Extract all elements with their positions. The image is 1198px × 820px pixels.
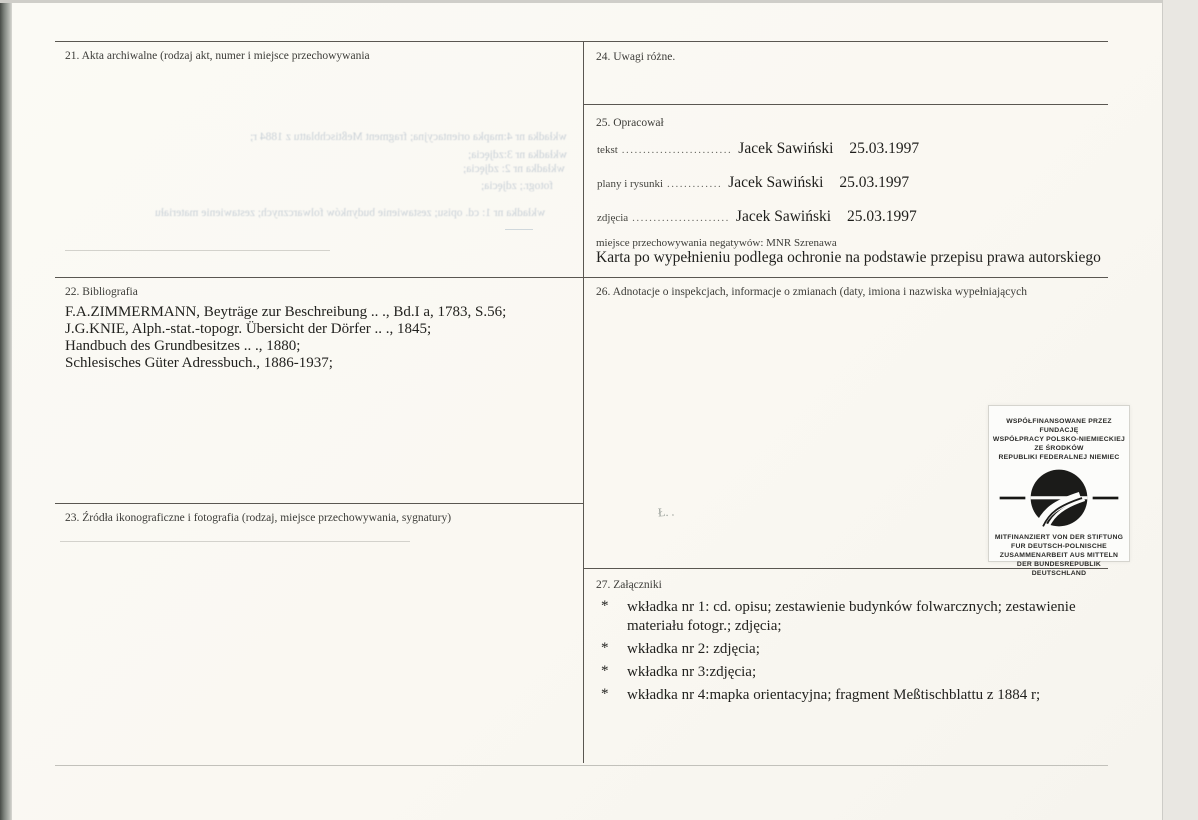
author-row-plans xyxy=(597,174,909,192)
stamp-text-line: DER BUNDESREPUBLIK DEUTSCHLAND xyxy=(1016,561,1102,577)
asterisk-bullet-icon: * xyxy=(601,663,609,679)
bleedthrough-text: fotogr.; zdjęcia; xyxy=(480,180,553,192)
bibliography-entries xyxy=(65,304,506,372)
scan-edge-left xyxy=(0,0,12,820)
author-row-photos xyxy=(597,208,917,226)
row-caption: plany i rysunki xyxy=(597,178,663,190)
faint-rule-section23 xyxy=(60,541,410,542)
field-27-label: 27. Załączniki xyxy=(596,579,662,591)
bibliography-entry: Schlesisches Güter Adressbuch., 1886-1937; xyxy=(65,355,333,371)
stamp-text-line: FUR DEUTSCH-POLNISCHE xyxy=(1011,543,1107,550)
bibliography-entry: Handbuch des Grundbesitzes .. ., 1880; xyxy=(65,338,301,354)
author-name: Jacek Sawiński xyxy=(728,174,824,191)
dotted-leader: .......................... xyxy=(621,144,733,156)
attachment-text: wkładka nr 4:mapka orientacyjna; fragment Meßtischblattu z 1884 r; xyxy=(627,687,1041,703)
bleedthrough-text: wkładka nr 1: cd. opisu; zestawienie budynków folwarcznych; zestawienie materiału xyxy=(154,207,545,219)
asterisk-bullet-icon: * xyxy=(601,640,609,656)
faint-rule-section21 xyxy=(65,250,330,251)
stamp-text-line: MITFINANZIERT VON DER STIFTUNG xyxy=(994,534,1124,541)
asterisk-bullet-icon: * xyxy=(601,686,609,702)
field-26-label: 26. Adnotacje o inspekcjach, informacje o zmianach (daty, imiona i nazwiska wypełniających xyxy=(596,286,1027,298)
row-caption: tekst xyxy=(597,144,618,156)
bleedthrough-mark xyxy=(505,229,533,230)
attachment-item xyxy=(598,686,1103,705)
bibliography-entry: F.A.ZIMMERMANN, Beyträge zur Beschreibung .. ., Bd.I a, 1783, S.56; xyxy=(65,304,507,320)
funding-stamp xyxy=(988,405,1130,577)
attachment-text: wkładka nr 1: cd. opisu; zestawienie budynków folwarcznych; zestawienie materiału fotogr.; zdjęcia; xyxy=(627,599,1076,634)
attachment-text: wkładka nr 2: zdjęcia; xyxy=(627,641,760,657)
rule-mid xyxy=(55,277,1108,278)
field-24-label: 24. Uwagi różne. xyxy=(596,51,676,63)
author-date: 25.03.1997 xyxy=(839,174,910,191)
attachment-item xyxy=(598,598,1103,636)
copyright-note: Karta po wypełnieniu podlega ochronie na podstawie przepisu prawa autorskiego xyxy=(596,249,1101,266)
rule-under-section22 xyxy=(55,503,583,504)
table-top-rule xyxy=(55,41,1108,42)
author-date: 25.03.1997 xyxy=(849,140,920,157)
bridge-circle-logo-icon xyxy=(997,467,1121,529)
attachment-item xyxy=(598,640,1103,659)
column-divider-rule xyxy=(583,41,584,763)
stamp-text-line: ZE ŚRODKÓW xyxy=(1034,445,1084,452)
scan-edge-right xyxy=(1162,0,1198,820)
attachment-text: wkładka nr 3:zdjęcia; xyxy=(627,664,757,680)
table-bottom-rule xyxy=(55,765,1108,766)
stamp-text-line: WSPÓŁFINANSOWANE PRZEZ FUNDACJĘ xyxy=(1006,418,1112,434)
attachments-list xyxy=(598,598,1103,709)
bleedthrough-text: wkładka nr 3:zdjęcia; xyxy=(468,149,567,161)
negatives-note: miejsce przechowywania negatywów: MNR Szrenawa xyxy=(596,237,837,249)
field-21-label: 21. Akta archiwalne (rodzaj akt, numer i miejsce przechowywania xyxy=(65,50,370,62)
dotted-leader: ............. xyxy=(667,178,723,190)
author-name: Jacek Sawiński xyxy=(738,140,834,157)
bleedthrough-text: wkładka nr 2: zdjęcia; xyxy=(463,163,565,175)
attachment-item xyxy=(598,663,1103,682)
stamp-text-line: ZUSAMMENARBEIT AUS MITTELN xyxy=(999,552,1119,559)
stamp-text-line: WSPÓŁPRACY POLSKO-NIEMIECKIEJ xyxy=(992,436,1126,443)
author-row-text xyxy=(597,140,919,158)
pencil-mark: Ł. . xyxy=(657,504,675,520)
row-caption: zdjęcia xyxy=(597,212,629,224)
bleedthrough-text: wkładka nr 4:mapka orientacyjna; fragment Meßtischblattu z 1884 r; xyxy=(250,131,567,143)
author-date: 25.03.1997 xyxy=(847,208,917,225)
rule-under-section24 xyxy=(583,104,1108,105)
field-25-label: 25. Opracował xyxy=(596,117,664,129)
scan-edge-top xyxy=(0,0,1198,3)
field-22-label: 22. Bibliografia xyxy=(65,286,138,298)
bibliography-entry: J.G.KNIE, Alph.-stat.-topogr. Übersicht der Dörfer .. ., 1845; xyxy=(65,321,432,337)
dotted-leader: ....................... xyxy=(632,212,730,224)
stamp-text-line: REPUBLIKI FEDERALNEJ NIEMIEC xyxy=(998,454,1120,461)
author-name: Jacek Sawiński xyxy=(735,208,832,225)
field-23-label: 23. Źródła ikonograficzne i fotografia (rodzaj, miejsce przechowywania, sygnatury) xyxy=(65,512,452,524)
asterisk-bullet-icon: * xyxy=(601,598,609,614)
